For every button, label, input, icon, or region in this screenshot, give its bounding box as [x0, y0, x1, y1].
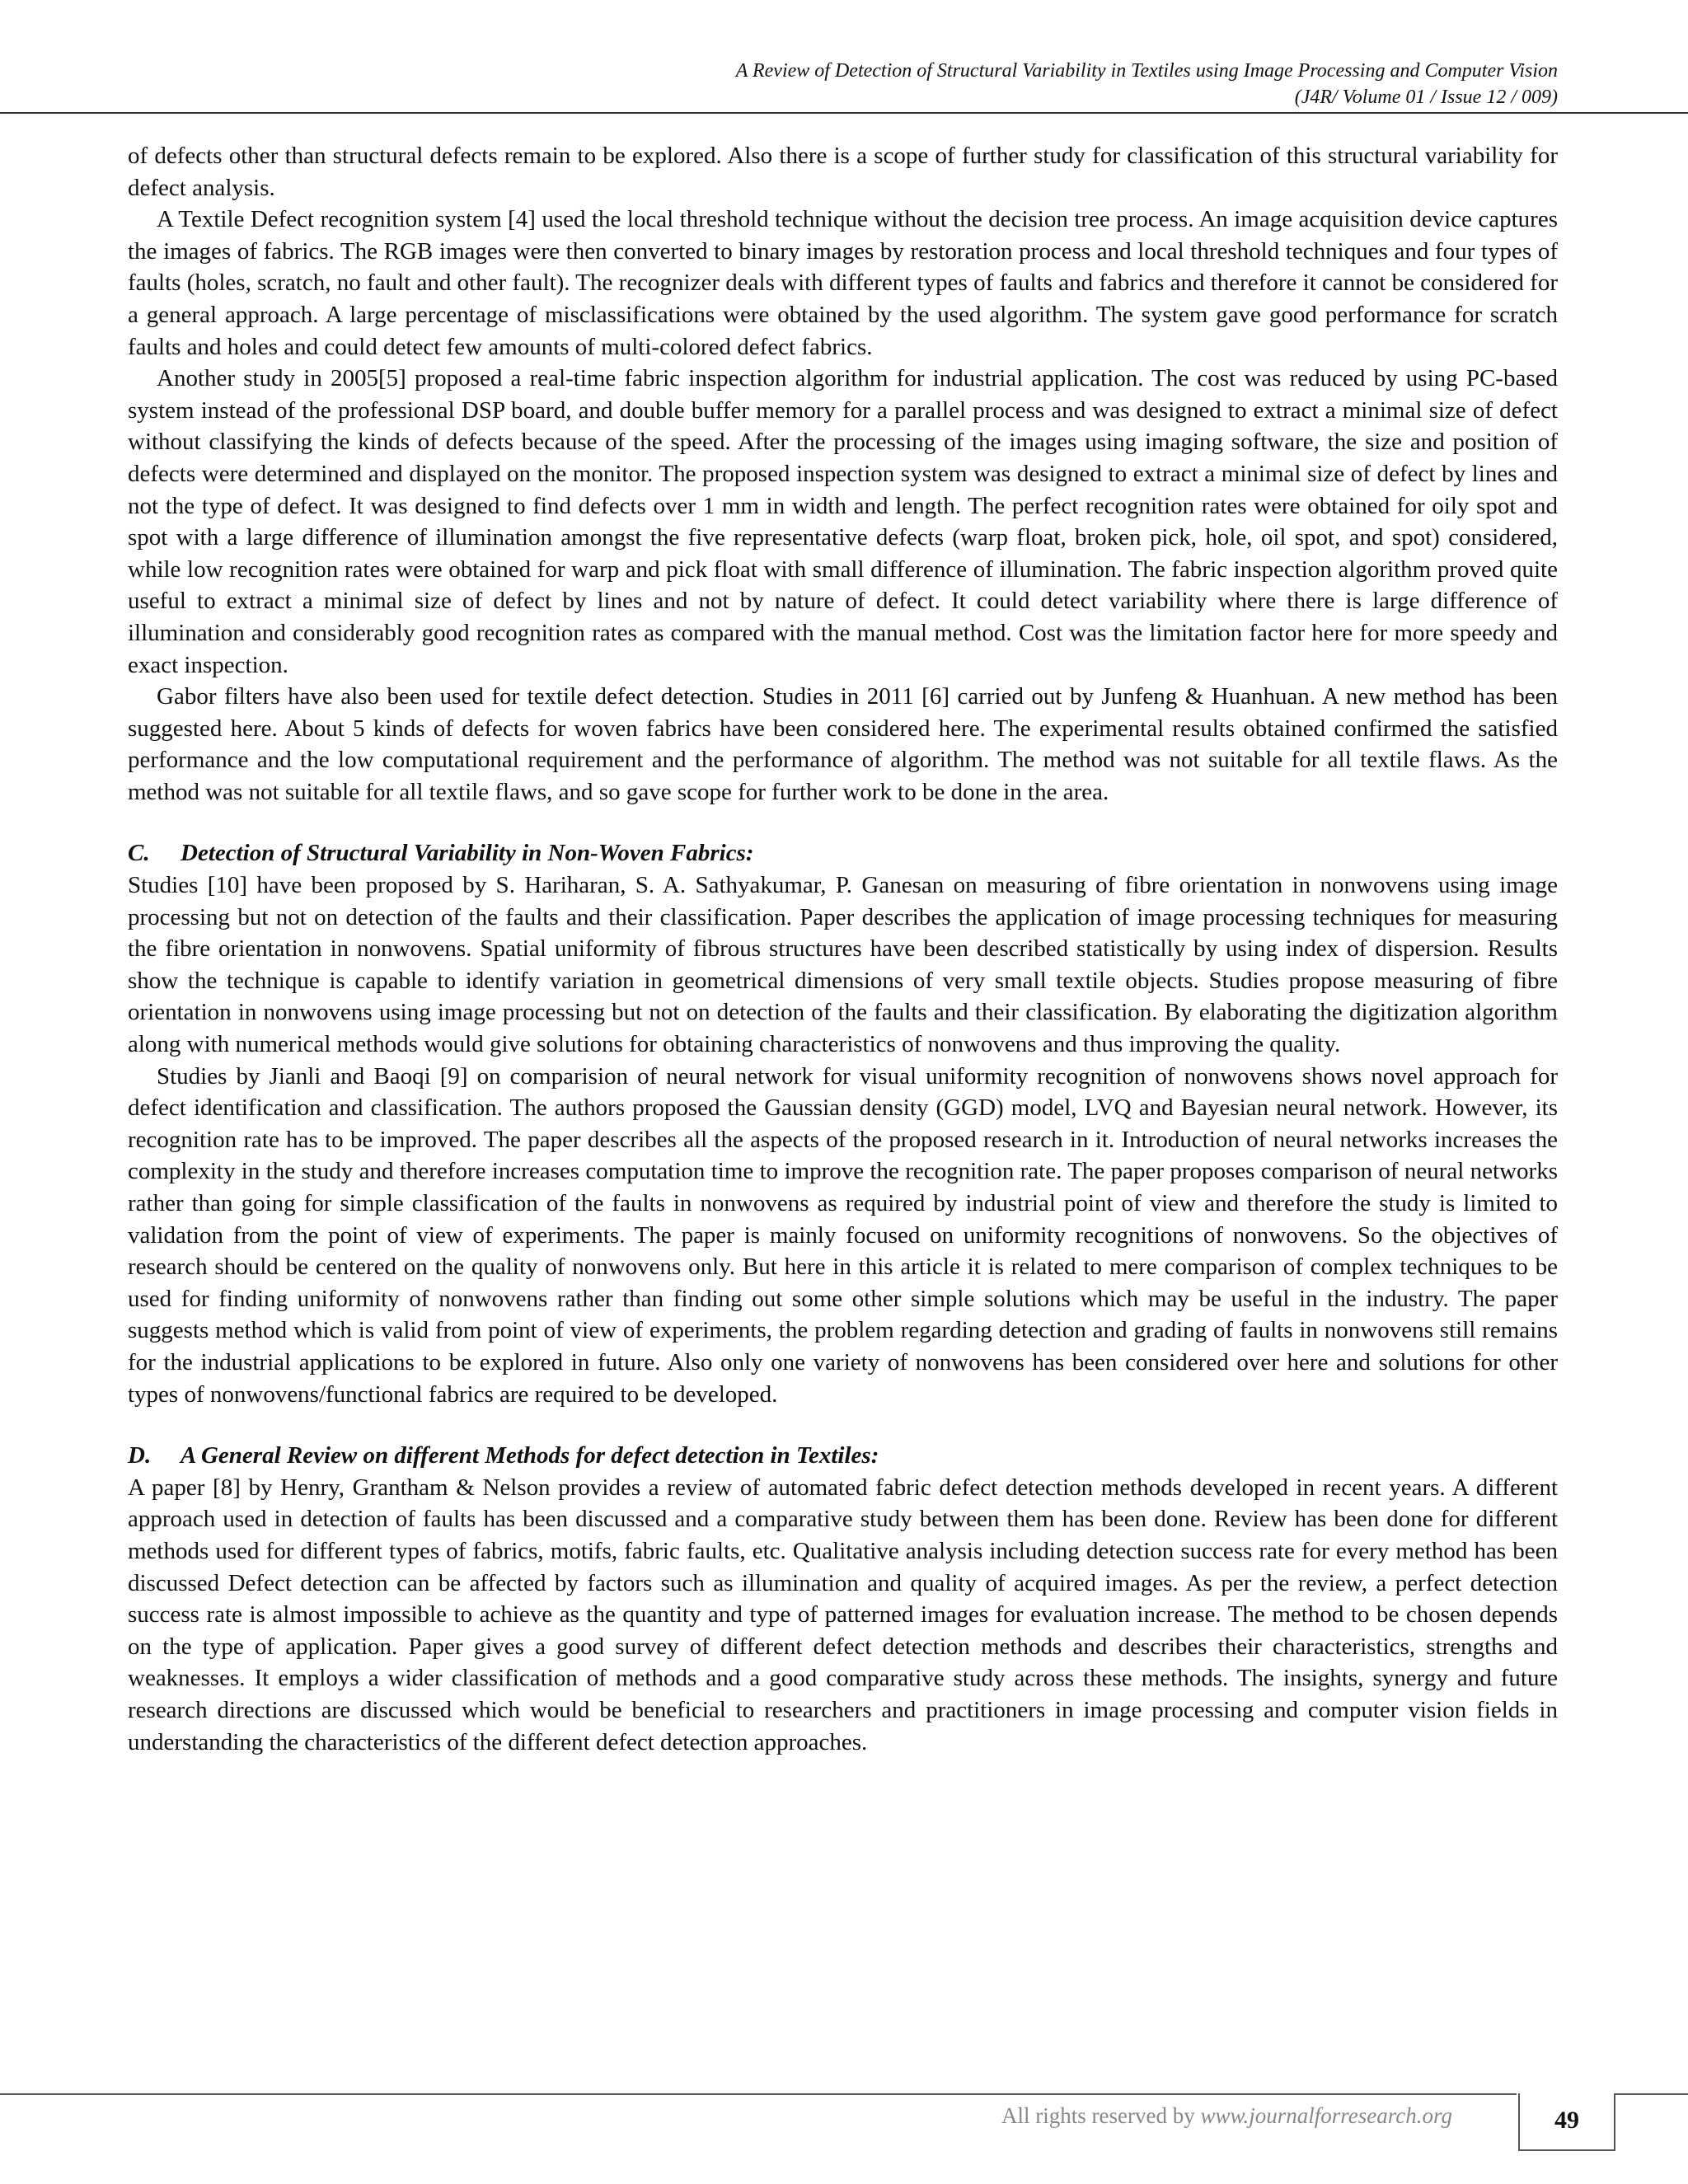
paragraph: Studies [10] have been proposed by S. Hariharan, S. A. Sathyakumar, P. Ganesan on measuring of fibre orientation in nonwovens using image processing but not on detection of the faults and their classification. Paper describes the application of image processing techniques for measuring the fibre orientation in nonwovens. Spatial uniformity of fibrous structures have been described statistically by using index of dispersion. Results show the technique is capable to identify variation in geometrical dimensions of very small textile objects. Studies propose measuring of fibre orientation in nonwovens using image processing but not on detection of the faults and their classification. By elaborating the digitization algorithm along with numerical methods would give solutions for obtaining characteristics of nonwovens and thus improving the quality. — [128, 872, 1558, 1058]
section-heading-d — [128, 1440, 1558, 1472]
header-divider — [0, 112, 1688, 114]
article-body — [128, 140, 1558, 1758]
paragraph: Gabor filters have also been used for textile defect detection. Studies in 2011 [6] carried out by Junfeng & Huanhuan. A new method has been suggested here. About 5 kinds of defects for woven fabrics have been considered here. The experimental results obtained confirmed the satisfied performance and the low computational requirement and the performance of algorithm. The method was not suitable for all textile flaws. As the method was not suitable for all textile flaws, and so gave scope for further work to be done in the area. — [128, 683, 1558, 805]
paragraph: Another study in 2005[5] proposed a real-time fabric inspection algorithm for industrial application. The cost was reduced by using PC-based system instead of the professional DSP board, and double buffer memory for a parallel process and was designed to extract a minimal size of defect without classifying the kinds of defects because of the speed. After the processing of the images using imaging software, the size and position of defects were determined and displayed on the monitor. The proposed inspection system was designed to extract a minimal size of defect by lines and not the type of defect. It was designed to find defects over 1 mm in width and length. The perfect recognition rates were obtained for oily spot and spot with a large difference of illumination amongst the five representative defects (warp float, broken pick, hole, oil spot, and spot) considered, while low recognition rates were obtained for warp and pick float with small difference of illumination. The fabric inspection algorithm proved quite useful to extract a minimal size of defect by lines and not by nature of defect. It could detect variability where there is large difference of illumination and considerably good recognition rates as compared with the manual method. Cost was the limitation factor here for more speedy and exact inspection. — [128, 365, 1558, 678]
footer-divider — [0, 2093, 1517, 2095]
footer-rights-text: All rights reserved by — [1001, 2103, 1201, 2128]
section-title: Detection of Structural Variability in Non-Woven Fabrics: — [181, 840, 754, 867]
page-number: 49 — [1518, 2093, 1615, 2151]
footer-site-link[interactable]: www.journalforresearch.org — [1200, 2103, 1452, 2128]
section-letter: D. — [128, 1442, 152, 1469]
paragraph: Studies by Jianli and Baoqi [9] on comparision of neural network for visual uniformity recognition of nonwovens shows novel approach for defect identification and classification. The authors proposed the Gaussian density (GGD) model, LVQ and Bayesian neural network. However, its recognition rate has to be improved. The paper describes all the aspects of the proposed research in it. Introduction of neural networks increases the complexity in the study and therefore increases computation time to improve the recognition rate. The paper proposes comparison of neural networks rather than going for simple classification of the faults in nonwovens as required by industrial point of view and therefore the study is limited to validation from the point of view of experiments. The paper is mainly focused on uniformity recognitions of nonwovens. So the objectives of research should be centered on the quality of nonwovens only. But here in this article it is related to mere comparison of complex techniques to be used for finding uniformity of nonwovens rather than finding out some other simple solutions which may be useful in the industry. The paper suggests method which is valid from point of view of experiments, the problem regarding detection and grading of faults in nonwovens still remains for the industrial applications to be explored in future. Also only one variety of nonwovens has been considered over here and solutions for other types of nonwovens/functional fabrics are required to be developed. — [128, 1062, 1558, 1408]
section-letter: C. — [128, 840, 150, 867]
paragraph: of defects other than structural defects remain to be explored. Also there is a scope of further study for classification of this structural variability for defect analysis. — [128, 143, 1558, 201]
footer-divider-right — [1614, 2093, 1688, 2095]
section-title: A General Review on different Methods for defect detection in Textiles: — [181, 1442, 879, 1469]
paragraph: A paper [8] by Henry, Grantham & Nelson provides a review of automated fabric defect detection methods developed in recent years. A different approach used in detection of faults has been discussed and a comparative study between them has been done. Review has been done for different methods used for different types of fabrics, motifs, fabric faults, etc. Qualitative analysis including detection success rate for every method has been discussed Defect detection can be affected by factors such as illumination and quality of acquired images. As per the review, a perfect detection success rate is almost impossible to achieve as the quantity and type of patterned images for evaluation increase. The method to be chosen depends on the type of application. Paper gives a good survey of different defect detection methods and describes their characteristics, strengths and weaknesses. It employs a wider classification of methods and a good comparative study across these methods. The insights, synergy and future research directions are discussed which would be beneficial to researchers and practitioners in image processing and computer vision fields in understanding the characteristics of the different defect detection approaches. — [128, 1474, 1558, 1755]
section-heading-c — [128, 837, 1558, 869]
header-issue: (J4R/ Volume 01 / Issue 12 / 009) — [1294, 87, 1558, 108]
header-title: A Review of Detection of Structural Variability in Textiles using Image Processing and Computer Vision — [735, 60, 1558, 82]
paragraph: A Textile Defect recognition system [4] used the local threshold technique without the decision tree process. An image acquisition device captures the images of fabrics. The RGB images were then converted to binary images by restoration process and local threshold techniques and four types of faults (holes, scratch, no fault and other fault). The recognizer deals with different types of faults and fabrics and therefore it cannot be considered for a general approach. A large percentage of misclassifications were obtained by the used algorithm. The system gave good performance for scratch faults and holes and could detect few amounts of multi-colored defect fabrics. — [128, 206, 1558, 360]
footer-rights — [1001, 2103, 1452, 2129]
running-header — [124, 58, 1558, 110]
